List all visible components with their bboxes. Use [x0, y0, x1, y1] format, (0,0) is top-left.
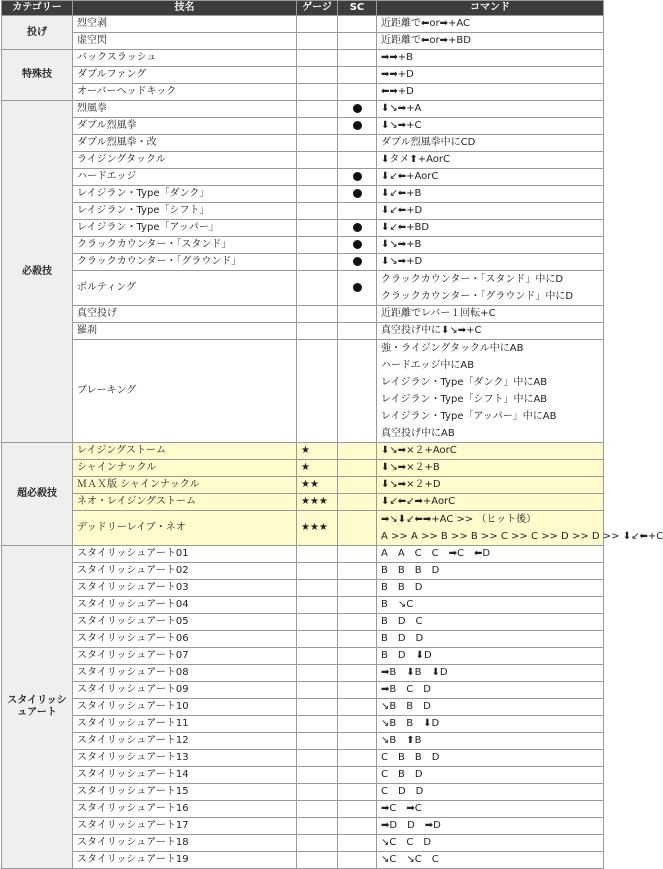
- sc-cell: [338, 203, 377, 220]
- command-cell: ⬇↘➡+D: [377, 254, 604, 271]
- move-name: バックスラッシュ: [73, 50, 297, 67]
- sc-cell: [338, 33, 377, 50]
- sc-cell: [338, 16, 377, 33]
- table-row: [2, 477, 604, 494]
- move-name: スタイリッシュアート10: [73, 699, 297, 716]
- table-row: [2, 203, 604, 220]
- sc-cell: [338, 614, 377, 631]
- sc-cell: [338, 67, 377, 84]
- gauge-cell: [297, 733, 338, 750]
- table-row: [2, 254, 604, 271]
- gauge-cell: [297, 563, 338, 580]
- command-line: A >> A >> B >> B >> C >> C >> D >> D >> ⬇↙⬅+C: [381, 531, 663, 542]
- table-row: [2, 101, 604, 118]
- move-name: スタイリッシュアート06: [73, 631, 297, 648]
- move-name: ダブルファング: [73, 67, 297, 84]
- command-cell: C B D: [377, 767, 604, 784]
- table-row: [2, 306, 604, 323]
- command-cell: ⬇↙⬅+AorC: [377, 169, 604, 186]
- move-name: ダブル烈風拳: [73, 118, 297, 135]
- gauge-cell: [297, 835, 338, 852]
- category-cell: スタイリッシュアート: [2, 546, 73, 869]
- move-name: オーバーヘッドキック: [73, 84, 297, 101]
- gauge-cell: [297, 784, 338, 801]
- command-cell: ⬇↙⬅+D: [377, 203, 604, 220]
- gauge-cell: [297, 152, 338, 169]
- table-row: [2, 699, 604, 716]
- table-row: [2, 682, 604, 699]
- command-line: レイジラン・Type「シフト」中にAB: [381, 394, 548, 405]
- table-row: [2, 220, 604, 237]
- gauge-cell: [297, 614, 338, 631]
- sc-cell: [338, 169, 377, 186]
- table-row: [2, 237, 604, 254]
- gauge-cell: [297, 169, 338, 186]
- table-row: [2, 323, 604, 340]
- move-name: スタイリッシュアート11: [73, 716, 297, 733]
- gauge-cell: [297, 67, 338, 84]
- gauge-cell: ★: [297, 443, 338, 460]
- gauge-cell: [297, 580, 338, 597]
- move-name: レイジングストーム: [73, 443, 297, 460]
- move-name: ブレーキング: [73, 340, 297, 443]
- category-cell: 特殊技: [2, 50, 73, 101]
- command-cell: A A C C ➡C ⬅D: [377, 546, 604, 563]
- gauge-cell: [297, 852, 338, 869]
- move-name: クラックカウンター・「グラウンド」: [73, 254, 297, 271]
- table-row: [2, 511, 604, 546]
- command-cell: [377, 340, 604, 443]
- move-name: スタイリッシュアート02: [73, 563, 297, 580]
- sc-cell: [338, 631, 377, 648]
- sc-cell: [338, 835, 377, 852]
- header-gauge: ゲージ: [297, 1, 338, 16]
- gauge-cell: [297, 801, 338, 818]
- sc-cell: [338, 852, 377, 869]
- move-name: スタイリッシュアート18: [73, 835, 297, 852]
- move-name: スタイリッシュアート16: [73, 801, 297, 818]
- gauge-cell: [297, 203, 338, 220]
- gauge-cell: ★★★: [297, 511, 338, 546]
- category-cell: 投げ: [2, 16, 73, 50]
- move-name: スタイリッシュアート05: [73, 614, 297, 631]
- command-cell: ⬅➡+D: [377, 84, 604, 101]
- sc-dot-icon: [353, 240, 362, 249]
- command-cell: B ↘C: [377, 597, 604, 614]
- command-cell: C B B D: [377, 750, 604, 767]
- table-row: [2, 84, 604, 101]
- gauge-cell: [297, 118, 338, 135]
- sc-cell: [338, 271, 377, 306]
- move-name: クラックカウンター・「スタンド」: [73, 237, 297, 254]
- command-line: レイジラン・Type「アッパー」中にAB: [381, 411, 557, 422]
- command-cell: ↘C C D: [377, 835, 604, 852]
- move-name: スタイリッシュアート15: [73, 784, 297, 801]
- sc-cell: [338, 580, 377, 597]
- sc-cell: [338, 665, 377, 682]
- gauge-cell: ★★★: [297, 494, 338, 511]
- command-cell: ⬇↙⬅↙➡+AorC: [377, 494, 604, 511]
- sc-cell: [338, 546, 377, 563]
- sc-dot-icon: [353, 257, 362, 266]
- move-name: レイジラン・Type「ダンク」: [73, 186, 297, 203]
- sc-cell: [338, 767, 377, 784]
- table-row: [2, 186, 604, 203]
- sc-cell: [338, 460, 377, 477]
- sc-cell: [338, 220, 377, 237]
- gauge-cell: [297, 699, 338, 716]
- move-name: スタイリッシュアート13: [73, 750, 297, 767]
- command-line: クラックカウンター・「スタンド」中にD: [381, 274, 564, 285]
- sc-cell: [338, 597, 377, 614]
- move-name: レイジラン・Type「アッパー」: [73, 220, 297, 237]
- sc-cell: [338, 186, 377, 203]
- move-name: スタイリッシュアート19: [73, 852, 297, 869]
- table-row: [2, 135, 604, 152]
- sc-cell: [338, 84, 377, 101]
- table-header-row: [2, 1, 604, 16]
- gauge-cell: [297, 631, 338, 648]
- gauge-cell: [297, 323, 338, 340]
- gauge-cell: [297, 750, 338, 767]
- gauge-cell: [297, 665, 338, 682]
- move-name: ＭＡＸ版 シャインナックル: [73, 477, 297, 494]
- sc-cell: [338, 801, 377, 818]
- move-name: 真空投げ: [73, 306, 297, 323]
- gauge-cell: [297, 237, 338, 254]
- sc-cell: [338, 733, 377, 750]
- gauge-cell: [297, 306, 338, 323]
- sc-cell: [338, 682, 377, 699]
- move-name: スタイリッシュアート12: [73, 733, 297, 750]
- command-cell: 真空投げ中に⬇↘➡+C: [377, 323, 604, 340]
- move-name: 烈空剥: [73, 16, 297, 33]
- table-row: [2, 443, 604, 460]
- move-name: レイジラン・Type「シフト」: [73, 203, 297, 220]
- command-line: レイジラン・Type「ダンク」中にAB: [381, 377, 548, 388]
- table-row: [2, 580, 604, 597]
- sc-dot-icon: [353, 172, 362, 181]
- table-row: [2, 118, 604, 135]
- table-row: [2, 597, 604, 614]
- gauge-cell: ★: [297, 460, 338, 477]
- move-name: ネオ・レイジングストーム: [73, 494, 297, 511]
- sc-cell: [338, 135, 377, 152]
- gauge-cell: [297, 254, 338, 271]
- gauge-cell: [297, 648, 338, 665]
- move-name: スタイリッシュアート17: [73, 818, 297, 835]
- sc-cell: [338, 254, 377, 271]
- command-cell: ↘B B ⬇D: [377, 716, 604, 733]
- command-line: 強・ライジングタックル中にAB: [381, 343, 524, 354]
- table-row: [2, 784, 604, 801]
- command-cell: ➡C ➡C: [377, 801, 604, 818]
- command-cell: ↘C ↘C C: [377, 852, 604, 869]
- header-sc: SC: [338, 1, 377, 16]
- command-line: 真空投げ中にAB: [381, 428, 455, 439]
- sc-cell: [338, 237, 377, 254]
- sc-cell: [338, 784, 377, 801]
- command-cell: ⬇↘➡×２+B: [377, 460, 604, 477]
- table-row: [2, 835, 604, 852]
- move-name: シャインナックル: [73, 460, 297, 477]
- move-name: ライジングタックル: [73, 152, 297, 169]
- command-cell: ↘B B D: [377, 699, 604, 716]
- sc-cell: [338, 50, 377, 67]
- command-cell: 近距離で⬅or➡+BD: [377, 33, 604, 50]
- header-category: カテゴリー: [2, 1, 73, 16]
- table-row: [2, 665, 604, 682]
- gauge-cell: [297, 220, 338, 237]
- sc-cell: [338, 511, 377, 546]
- sc-cell: [338, 340, 377, 443]
- command-cell: ⬇タメ⬆+AorC: [377, 152, 604, 169]
- gauge-cell: [297, 33, 338, 50]
- table-row: [2, 648, 604, 665]
- table-row: [2, 631, 604, 648]
- sc-cell: [338, 750, 377, 767]
- sc-cell: [338, 818, 377, 835]
- sc-cell: [338, 699, 377, 716]
- table-row: [2, 801, 604, 818]
- move-name: ボルティング: [73, 271, 297, 306]
- gauge-cell: [297, 16, 338, 33]
- gauge-cell: [297, 135, 338, 152]
- move-name: スタイリッシュアート04: [73, 597, 297, 614]
- gauge-cell: [297, 597, 338, 614]
- header-command: コマンド: [377, 1, 604, 16]
- command-cell: ➡B C D: [377, 682, 604, 699]
- sc-dot-icon: [353, 283, 362, 292]
- table-row: [2, 152, 604, 169]
- command-cell: ⬇↘➡+B: [377, 237, 604, 254]
- table-row: [2, 169, 604, 186]
- gauge-cell: [297, 101, 338, 118]
- sc-cell: [338, 494, 377, 511]
- sc-cell: [338, 716, 377, 733]
- command-cell: ダブル烈風拳中にCD: [377, 135, 604, 152]
- table-row: [2, 733, 604, 750]
- table-row: [2, 750, 604, 767]
- sc-dot-icon: [353, 121, 362, 130]
- table-row: [2, 852, 604, 869]
- move-list-table: [1, 0, 663, 869]
- gauge-cell: [297, 271, 338, 306]
- move-name: 烈風拳: [73, 101, 297, 118]
- gauge-cell: [297, 50, 338, 67]
- command-cell: ⬇↘➡×２+D: [377, 477, 604, 494]
- sc-cell: [338, 563, 377, 580]
- sc-cell: [338, 101, 377, 118]
- table-row: [2, 50, 604, 67]
- header-name: 技名: [73, 1, 297, 16]
- move-name: ダブル烈風拳・改: [73, 135, 297, 152]
- command-cell: ⬇↙⬅+B: [377, 186, 604, 203]
- gauge-cell: [297, 767, 338, 784]
- category-cell: 必殺技: [2, 101, 73, 443]
- table-row: [2, 546, 604, 563]
- move-name: スタイリッシュアート14: [73, 767, 297, 784]
- table-row: [2, 563, 604, 580]
- gauge-cell: [297, 546, 338, 563]
- table-row: [2, 716, 604, 733]
- table-row: [2, 614, 604, 631]
- move-name: スタイリッシュアート01: [73, 546, 297, 563]
- table-row: [2, 16, 604, 33]
- gauge-cell: [297, 186, 338, 203]
- move-name: スタイリッシュアート03: [73, 580, 297, 597]
- gauge-cell: ★★: [297, 477, 338, 494]
- command-cell: ➡➡+D: [377, 67, 604, 84]
- command-cell: ➡D D ➡D: [377, 818, 604, 835]
- category-cell: 超必殺技: [2, 443, 73, 546]
- gauge-cell: [297, 84, 338, 101]
- command-cell: [377, 511, 663, 546]
- table-row: [2, 818, 604, 835]
- sc-cell: [338, 152, 377, 169]
- table-row: [2, 33, 604, 50]
- command-cell: ⬇↘➡×２+AorC: [377, 443, 604, 460]
- command-cell: [377, 271, 604, 306]
- table-row: [2, 271, 604, 306]
- move-name: スタイリッシュアート09: [73, 682, 297, 699]
- table-row: [2, 767, 604, 784]
- gauge-cell: [297, 716, 338, 733]
- move-name: デッドリーレイブ・ネオ: [73, 511, 297, 546]
- sc-cell: [338, 648, 377, 665]
- command-cell: ⬇↙⬅+BD: [377, 220, 604, 237]
- command-line: ハードエッジ中にAB: [381, 360, 475, 371]
- gauge-cell: [297, 682, 338, 699]
- command-cell: ➡B ⬇B ⬇D: [377, 665, 604, 682]
- command-cell: 近距離でレバー１回転+C: [377, 306, 604, 323]
- command-cell: B D C: [377, 614, 604, 631]
- table-row: [2, 67, 604, 84]
- command-cell: ⬇↘➡+A: [377, 101, 604, 118]
- sc-cell: [338, 477, 377, 494]
- sc-cell: [338, 118, 377, 135]
- move-name: 羅刹: [73, 323, 297, 340]
- sc-cell: [338, 443, 377, 460]
- move-name: ハードエッジ: [73, 169, 297, 186]
- command-cell: B D ⬇D: [377, 648, 604, 665]
- sc-dot-icon: [353, 104, 362, 113]
- command-cell: B B D: [377, 580, 604, 597]
- sc-cell: [338, 323, 377, 340]
- command-cell: 近距離で⬅or➡+AC: [377, 16, 604, 33]
- move-name: スタイリッシュアート07: [73, 648, 297, 665]
- move-name: 虚空閃: [73, 33, 297, 50]
- command-cell: ➡➡+B: [377, 50, 604, 67]
- command-cell: C D D: [377, 784, 604, 801]
- command-cell: B D D: [377, 631, 604, 648]
- sc-dot-icon: [353, 223, 362, 232]
- command-cell: ↘B ⬆B: [377, 733, 604, 750]
- table-row: [2, 460, 604, 477]
- command-line: クラックカウンター・「グラウンド」中にD: [381, 291, 574, 302]
- command-cell: B B B D: [377, 563, 604, 580]
- move-name: スタイリッシュアート08: [73, 665, 297, 682]
- sc-cell: [338, 306, 377, 323]
- gauge-cell: [297, 818, 338, 835]
- sc-dot-icon: [353, 189, 362, 198]
- table-row: [2, 340, 604, 443]
- table-body: [2, 16, 663, 869]
- command-cell: ⬇↘➡+C: [377, 118, 604, 135]
- table-row: [2, 494, 604, 511]
- gauge-cell: [297, 340, 338, 443]
- command-line: ➡↘⬇↙⬅➡+AC >> （ヒット後）: [381, 514, 537, 525]
